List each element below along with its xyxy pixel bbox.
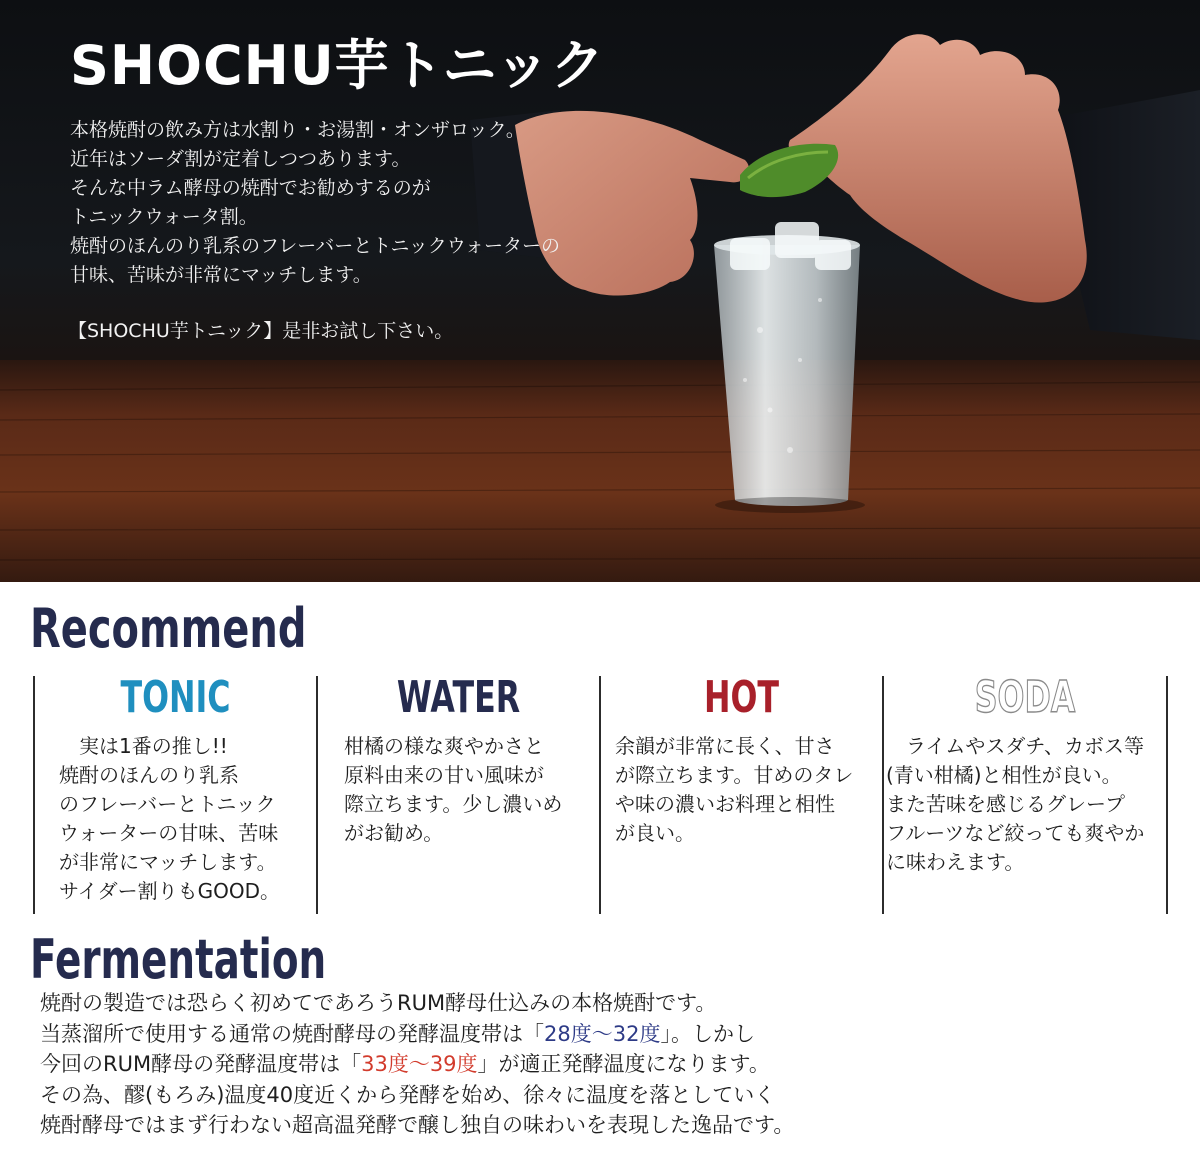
hero-line: 焼酎のほんのり乳系のフレーバーとトニックウォーターの	[70, 235, 561, 257]
hot-description	[615, 732, 853, 848]
fermentation-text-segment: 今回のRUM酵母の発酵温度帯は「	[40, 1052, 362, 1076]
fermentation-text-segment: 」。しかし	[660, 1021, 755, 1046]
tonic-title: TONIC	[120, 672, 231, 723]
tonic-line: が非常にマッチします。	[59, 850, 277, 874]
tonic-line: 実は1番の推し!!	[59, 734, 228, 758]
recommend-column-water	[318, 672, 599, 914]
recommend-columns	[0, 672, 1200, 916]
hot-title: HOT	[703, 672, 780, 723]
fermentation-text	[40, 988, 1180, 1141]
water-line: 柑橘の様な爽やかさと	[344, 734, 544, 758]
recommend-column-tonic	[35, 672, 316, 914]
hot-line: や味の濃いお料理と相性	[615, 792, 835, 816]
recommend-column-hot	[601, 672, 882, 914]
fermentation-line: 焼酎酵母ではまず行わない超高温発酵で醸し独自の味わいを表現した逸品です。	[40, 1113, 795, 1137]
water-title: WATER	[396, 672, 521, 723]
fermentation-text-segment: 」が適正発酵温度になります。	[477, 1052, 770, 1076]
water-description	[344, 732, 562, 848]
hot-line: 余韻が非常に長く、甘さ	[615, 734, 835, 758]
tonic-line: 焼酎のほんのり乳系	[59, 763, 239, 787]
soda-line: フルーツなど絞っても爽やか	[886, 821, 1145, 845]
standard-temperature-range: 28度〜32度	[544, 1021, 661, 1046]
fermentation-line	[40, 1019, 1180, 1050]
soda-line: ライムやスダチ、カボス等	[886, 734, 1144, 758]
hero-line: 甘味、苦味が非常にマッチします。	[70, 264, 372, 286]
rum-yeast-temperature-range: 33度〜39度	[361, 1052, 478, 1076]
fermentation-line: 焼酎の製造では恐らく初めてであろうRUM酵母仕込みの本格焼酎です。	[40, 991, 717, 1015]
hot-line: が際立ちます。甘めのタレ	[615, 763, 854, 787]
hero-photo	[0, 0, 1200, 582]
soda-description	[886, 732, 1144, 877]
tonic-line: サイダー割りもGOOD。	[59, 879, 280, 903]
water-line: 際立ちます。少し濃いめ	[344, 792, 563, 816]
tonic-line: ウォーターの甘味、苦味	[59, 821, 279, 845]
recommend-heading: Recommend	[30, 597, 307, 660]
hero-line: 本格焼酎の飲み方は水割り・お湯割・オンザロック。	[70, 119, 525, 141]
recommend-column-soda	[884, 672, 1166, 914]
hero-line: そんな中ラム酵母の焼酎でお勧めするのが	[70, 177, 431, 199]
soda-line: また苦味を感じるグレープ	[886, 792, 1125, 816]
hero-description	[70, 116, 670, 290]
fermentation-text-segment: 当蒸溜所で使用する通常の焼酎酵母の発酵温度帯は「	[40, 1021, 544, 1046]
water-line: がお勧め。	[344, 821, 444, 845]
water-line: 原料由来の甘い風味が	[344, 763, 544, 787]
column-divider	[1166, 676, 1168, 914]
fermentation-line: その為、醪(もろみ)温度40度近くから発酵を始め、徐々に温度を落としていく	[40, 1082, 776, 1107]
soda-title: SODA	[974, 672, 1076, 723]
fermentation-line	[40, 1049, 1180, 1080]
tonic-line: のフレーバーとトニック	[59, 792, 276, 816]
hero-title: SHOCHU芋トニック	[70, 34, 606, 97]
fermentation-heading: Fermentation	[30, 928, 327, 991]
hot-line: が良い。	[615, 821, 695, 845]
hero-line: トニックウォータ割。	[70, 206, 258, 228]
hero-line: 近年はソーダ割が定着しつつあります。	[70, 148, 411, 170]
soda-line: (青い柑橘)と相性が良い。	[886, 763, 1122, 787]
soda-line: に味わえます。	[886, 850, 1025, 874]
tonic-glass	[714, 245, 860, 506]
tonic-description	[59, 732, 280, 906]
hero-cta: 【SHOCHU芋トニック】是非お試し下さい。	[68, 320, 454, 342]
wood-counter	[0, 360, 1200, 582]
